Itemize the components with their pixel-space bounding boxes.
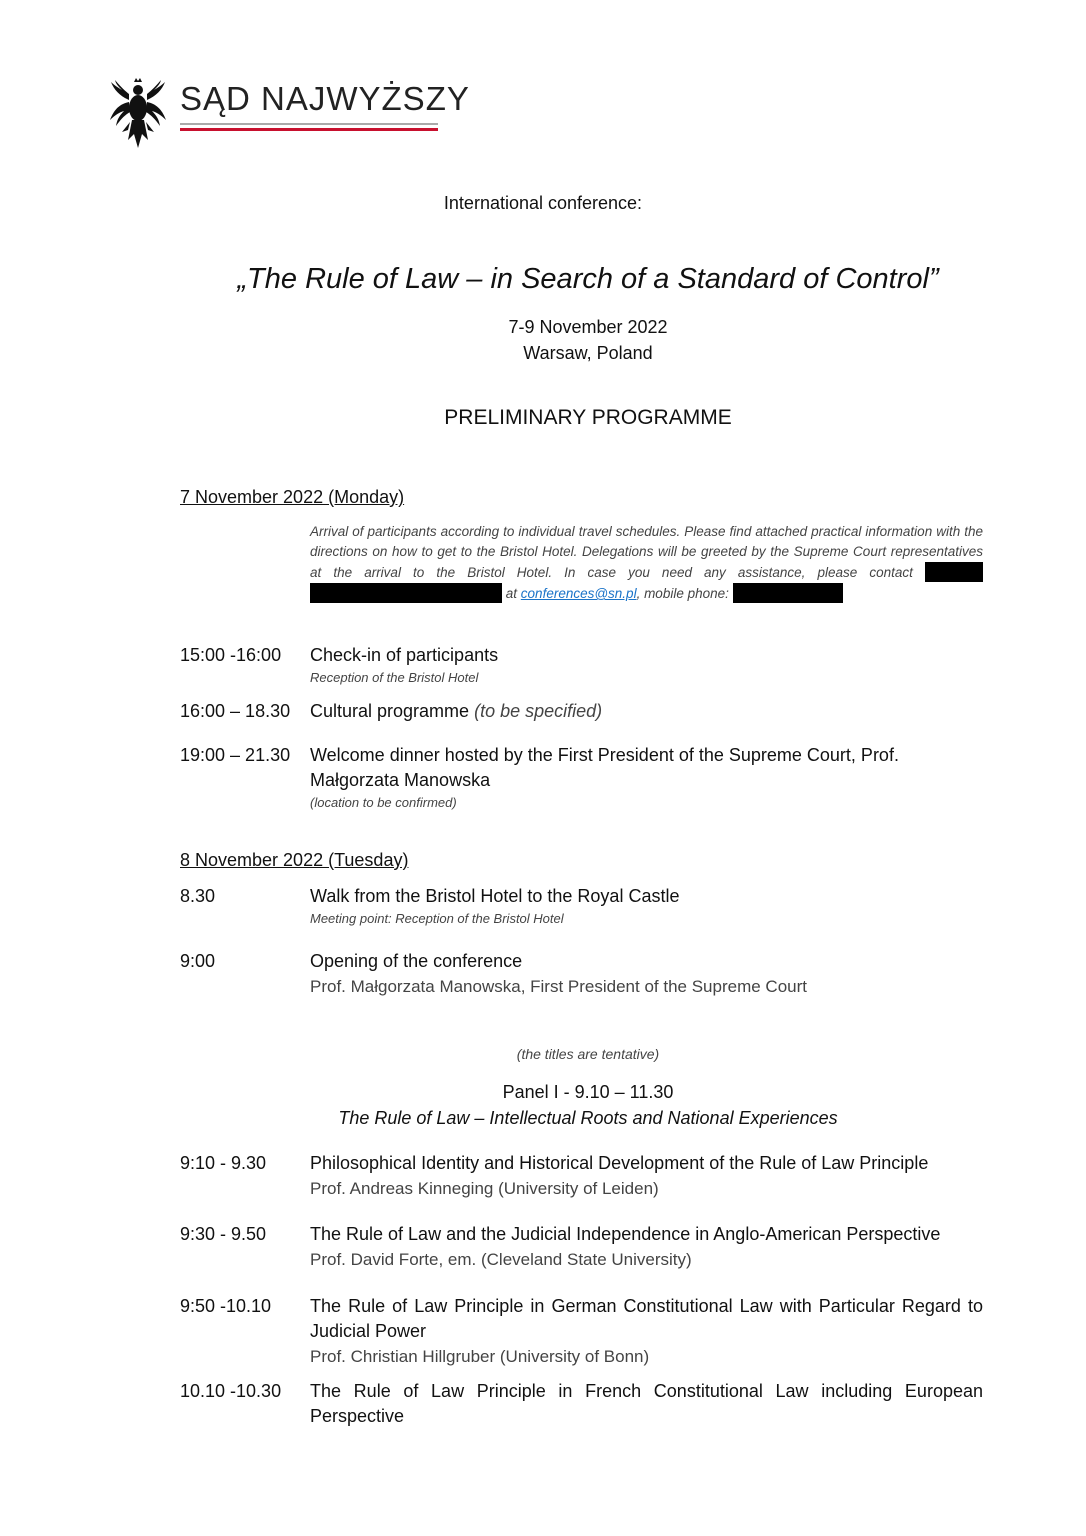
panel-heading [45, 1079, 1086, 1131]
schedule-item [310, 1222, 983, 1272]
item-speaker: Prof. Andreas Kinneging (University of Leiden) [310, 1179, 659, 1198]
item-time: 15:00 -16:00 [180, 645, 282, 665]
item-sub: Meeting point: Reception of the Bristol Hotel [310, 911, 564, 926]
item-sub: Reception of the Bristol Hotel [310, 670, 479, 685]
supreme-court-logo [110, 78, 470, 150]
arrival-note-phone: , mobile phone: [636, 586, 729, 601]
conference-date-location [45, 314, 1086, 366]
redacted-block [925, 562, 983, 582]
schedule-item [310, 643, 983, 688]
item-speaker: Prof. Małgorzata Manowska, First President of the Supreme Court [310, 977, 807, 996]
conference-title: „The Rule of Law – in Search of a Standard of Control” [237, 263, 939, 295]
conference-location: Warsaw, Poland [523, 343, 653, 363]
day2-heading: 8 November 2022 (Tuesday) [180, 850, 409, 870]
item-time: 8.30 [180, 886, 216, 906]
item-time: 9:00 [180, 951, 216, 971]
logo-underline-gray [180, 123, 438, 125]
panel-subtitle: The Rule of Law – Intellectual Roots and National Experiences [338, 1108, 838, 1128]
logo-underline-red [180, 128, 438, 131]
item-speaker: Prof. Christian Hillgruber (University of Bonn) [310, 1347, 650, 1366]
arrival-note [310, 522, 983, 604]
item-time: 19:00 – 21.30 [180, 745, 291, 765]
item-speaker: Prof. David Forte, em. (Cleveland State University) [310, 1250, 692, 1269]
item-title: Check-in of participants [310, 645, 499, 665]
redacted-block [733, 583, 843, 603]
schedule-item [310, 1379, 983, 1429]
item-time: 9:50 -10.10 [180, 1296, 272, 1316]
item-title: Cultural programme [310, 701, 470, 721]
panel-title: Panel I - 9.10 – 11.30 [502, 1082, 674, 1102]
arrival-note-at: at [505, 586, 518, 601]
eagle-emblem-icon [110, 78, 166, 148]
redacted-block [310, 583, 502, 603]
item-title: Opening of the conference [310, 951, 523, 971]
schedule-item [310, 949, 983, 999]
email-link[interactable]: conferences@sn.pl [520, 586, 637, 601]
logo-text: SĄD NAJWYŻSZY [180, 80, 470, 117]
day1-heading: 7 November 2022 (Monday) [180, 487, 405, 507]
schedule-item [310, 884, 983, 929]
titles-tentative-note: (the titles are tentative) [516, 1046, 660, 1062]
conference-label: International conference: [443, 193, 643, 213]
conference-dates: 7-9 November 2022 [508, 317, 668, 337]
schedule-item [310, 1151, 983, 1201]
arrival-note-text: Arrival of participants according to individual travel schedules. Please find attached practical information with the directions on how to get to the Bristol Hotel. Delegations will be greeted by the Supreme Court representatives at the arrival to the Bristol Hotel. In case you need any assistance, please contact [310, 524, 983, 580]
item-title: Walk from the Bristol Hotel to the Royal Castle [310, 886, 680, 906]
item-extra: (to be specified) [474, 701, 603, 721]
item-title: The Rule of Law and the Judicial Independence in Anglo-American Perspective [310, 1224, 941, 1244]
schedule-item [310, 1294, 983, 1369]
item-title: Welcome dinner hosted by the First President of the Supreme Court, Prof. Małgorzata Manowska [310, 745, 899, 790]
schedule-item [310, 743, 910, 813]
item-time: 10.10 -10.30 [180, 1381, 282, 1401]
programme-heading: PRELIMINARY PROGRAMME [444, 406, 732, 429]
item-title: The Rule of Law Principle in German Constitutional Law with Particular Regard to Judicial Power [310, 1296, 983, 1341]
schedule-item [310, 699, 983, 724]
item-time: 16:00 – 18.30 [180, 701, 291, 721]
item-time: 9:30 - 9.50 [180, 1224, 267, 1244]
item-title: The Rule of Law Principle in French Constitutional Law including European Perspective [310, 1381, 983, 1426]
item-sub: (location to be confirmed) [310, 795, 457, 810]
item-time: 9:10 - 9.30 [180, 1153, 267, 1173]
item-title: Philosophical Identity and Historical Development of the Rule of Law Principle [310, 1153, 929, 1173]
